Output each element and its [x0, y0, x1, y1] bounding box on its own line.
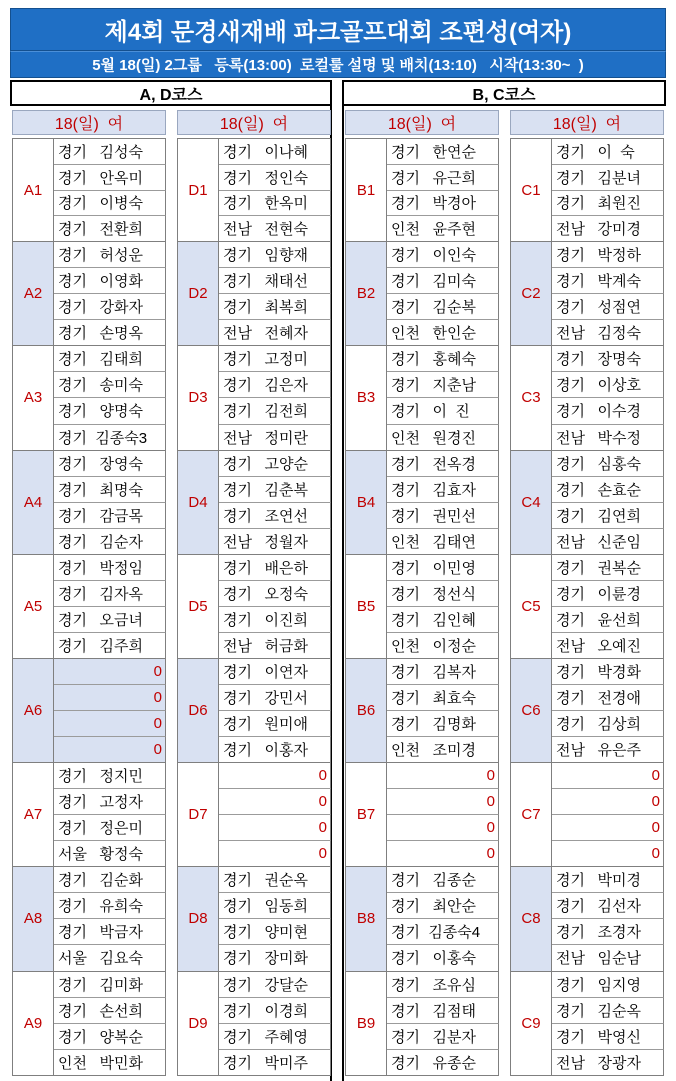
- player-cell[interactable]: 경기 박경화: [552, 659, 664, 685]
- group-block: [510, 867, 664, 971]
- player-cell[interactable]: 경기 장영숙: [54, 451, 166, 477]
- player-cell[interactable]: 경기 박계숙: [552, 268, 664, 294]
- group-column: [12, 110, 166, 1076]
- group-label: C8: [511, 867, 552, 970]
- player-cell[interactable]: 경기 이경희: [219, 998, 331, 1024]
- group-block: [12, 138, 166, 242]
- player-cell[interactable]: 경기 강달순: [219, 972, 331, 998]
- group-block: [12, 763, 166, 867]
- player-cell[interactable]: 경기 이민영: [387, 555, 499, 581]
- course-divider-right: [342, 80, 344, 1081]
- player-cell[interactable]: 전남 정월자: [219, 529, 331, 554]
- player-cell[interactable]: 경기 유희숙: [54, 893, 166, 919]
- player-cell[interactable]: 경기 최원진: [552, 191, 664, 217]
- schedule-subtitle: 5월 18(일) 2그룹 등록(13:00) 로컬룰 설명 및 배치(13:10) 시작(13:30~ ): [10, 51, 666, 78]
- player-cell[interactable]: 경기 이진희: [219, 607, 331, 633]
- player-cell[interactable]: 0: [387, 815, 499, 841]
- player-cell[interactable]: 경기 원미애: [219, 711, 331, 737]
- group-block: [177, 972, 331, 1076]
- group-block: [345, 346, 499, 450]
- group-block: [510, 346, 664, 450]
- player-cell[interactable]: 경기 김명화: [387, 711, 499, 737]
- group-block: [177, 138, 331, 242]
- player-cell[interactable]: 경기 지춘남: [387, 372, 499, 398]
- player-cell[interactable]: 경기 김효자: [387, 477, 499, 503]
- player-cell[interactable]: 경기 임지영: [552, 972, 664, 998]
- player-cell[interactable]: 경기 주혜영: [219, 1024, 331, 1050]
- player-cell[interactable]: 경기 김인혜: [387, 607, 499, 633]
- player-cell[interactable]: 경기 홍혜숙: [387, 346, 499, 372]
- group-label: D4: [178, 451, 219, 554]
- player-cell[interactable]: 경기 강민서: [219, 685, 331, 711]
- group-label: A7: [13, 763, 54, 866]
- group-block: [510, 451, 664, 555]
- group-label: A3: [13, 346, 54, 449]
- player-cell[interactable]: 경기 이 숙: [552, 139, 664, 165]
- player-cell[interactable]: 경기 전경애: [552, 685, 664, 711]
- group-label: B9: [346, 972, 387, 1075]
- player-cell[interactable]: 0: [387, 789, 499, 815]
- group-column: [510, 110, 664, 1076]
- group-block: [510, 659, 664, 763]
- player-cell[interactable]: 경기 정인숙: [219, 165, 331, 191]
- group-label: D3: [178, 346, 219, 449]
- group-label: B7: [346, 763, 387, 866]
- group-label: D5: [178, 555, 219, 658]
- player-cell[interactable]: 0: [387, 841, 499, 866]
- player-cell[interactable]: 전남 오예진: [552, 633, 664, 658]
- group-block: [345, 972, 499, 1076]
- group-label: A5: [13, 555, 54, 658]
- player-cell[interactable]: 0: [552, 841, 664, 866]
- player-cell[interactable]: 경기 양복순: [54, 1024, 166, 1050]
- day-header: 18(일) 여: [345, 110, 499, 135]
- group-label: D8: [178, 867, 219, 970]
- group-label: B4: [346, 451, 387, 554]
- group-block: [12, 555, 166, 659]
- player-cell[interactable]: 경기 이인숙: [387, 242, 499, 268]
- player-cell[interactable]: 경기 성점연: [552, 294, 664, 320]
- player-cell[interactable]: 경기 한연순: [387, 139, 499, 165]
- group-label: B8: [346, 867, 387, 970]
- group-block: [12, 972, 166, 1076]
- player-cell[interactable]: 경기 이나혜: [219, 139, 331, 165]
- player-cell[interactable]: 경기 고양순: [219, 451, 331, 477]
- group-block: [177, 659, 331, 763]
- player-cell[interactable]: 전남 전현숙: [219, 216, 331, 241]
- player-cell[interactable]: 전남 강미경: [552, 216, 664, 241]
- player-cell[interactable]: 0: [552, 815, 664, 841]
- group-block: [345, 242, 499, 346]
- player-cell[interactable]: 경기 조연선: [219, 503, 331, 529]
- player-cell[interactable]: 경기 이륜경: [552, 581, 664, 607]
- page-title: 제4회 문경새재배 파크골프대회 조편성(여자): [10, 8, 666, 51]
- player-cell[interactable]: 전남 전혜자: [219, 320, 331, 345]
- player-cell[interactable]: 경기 김순복: [387, 294, 499, 320]
- group-label: C1: [511, 139, 552, 241]
- group-label: B2: [346, 242, 387, 345]
- group-block: [177, 451, 331, 555]
- player-cell[interactable]: 경기 채태선: [219, 268, 331, 294]
- player-cell[interactable]: 경기 김분자: [387, 1024, 499, 1050]
- player-cell[interactable]: 경기 김순화: [54, 867, 166, 893]
- player-cell[interactable]: 전남 임순남: [552, 945, 664, 970]
- group-label: B6: [346, 659, 387, 762]
- player-cell[interactable]: 0: [552, 763, 664, 789]
- group-block: [345, 451, 499, 555]
- group-block: [177, 242, 331, 346]
- player-cell[interactable]: 경기 김은자: [219, 372, 331, 398]
- player-cell[interactable]: 경기 김전희: [219, 398, 331, 424]
- player-cell[interactable]: 0: [54, 685, 166, 711]
- player-cell[interactable]: 경기 정은미: [54, 815, 166, 841]
- group-label: B5: [346, 555, 387, 658]
- player-cell[interactable]: 경기 안옥미: [54, 165, 166, 191]
- player-cell[interactable]: 경기 전환희: [54, 216, 166, 241]
- group-block: [345, 138, 499, 242]
- group-label: A8: [13, 867, 54, 970]
- player-cell[interactable]: 경기 강화자: [54, 294, 166, 320]
- player-cell[interactable]: 0: [387, 763, 499, 789]
- player-cell[interactable]: 경기 최명숙: [54, 477, 166, 503]
- player-cell[interactable]: 경기 양미현: [219, 919, 331, 945]
- group-label: D9: [178, 972, 219, 1075]
- group-block: [12, 242, 166, 346]
- group-block: [345, 659, 499, 763]
- player-cell[interactable]: 경기 권순옥: [219, 867, 331, 893]
- player-cell[interactable]: 경기 허성운: [54, 242, 166, 268]
- player-cell[interactable]: 경기 장명숙: [552, 346, 664, 372]
- day-header: 18(일) 여: [510, 110, 664, 135]
- group-label: D6: [178, 659, 219, 762]
- group-block: [12, 346, 166, 450]
- player-cell[interactable]: 인천 원경진: [387, 425, 499, 450]
- player-cell[interactable]: 서울 황정숙: [54, 841, 166, 866]
- player-cell[interactable]: 경기 최안순: [387, 893, 499, 919]
- player-cell[interactable]: 경기 배은하: [219, 555, 331, 581]
- player-cell[interactable]: 경기 조유심: [387, 972, 499, 998]
- player-cell[interactable]: 경기 박미경: [552, 867, 664, 893]
- player-cell[interactable]: 경기 김분녀: [552, 165, 664, 191]
- player-cell[interactable]: 경기 손효순: [552, 477, 664, 503]
- player-cell[interactable]: 전남 정미란: [219, 425, 331, 450]
- group-block: [510, 972, 664, 1076]
- player-cell[interactable]: 경기 박미주: [219, 1050, 331, 1075]
- player-cell[interactable]: 경기 감금목: [54, 503, 166, 529]
- group-block: [177, 763, 331, 867]
- player-cell[interactable]: 경기 고정미: [219, 346, 331, 372]
- player-cell[interactable]: 0: [219, 815, 331, 841]
- group-label: D2: [178, 242, 219, 345]
- group-block: [345, 867, 499, 971]
- group-label: A1: [13, 139, 54, 241]
- player-cell[interactable]: 경기 이홍숙: [387, 945, 499, 970]
- player-cell[interactable]: 인천 이정순: [387, 633, 499, 658]
- player-cell[interactable]: 경기 김종숙4: [387, 919, 499, 945]
- group-block: [510, 763, 664, 867]
- group-label: C6: [511, 659, 552, 762]
- group-label: A6: [13, 659, 54, 762]
- player-cell[interactable]: 경기 고정자: [54, 789, 166, 815]
- player-cell[interactable]: 경기 김춘복: [219, 477, 331, 503]
- player-cell[interactable]: 경기 정지민: [54, 763, 166, 789]
- player-cell[interactable]: 경기 박정하: [552, 242, 664, 268]
- player-cell[interactable]: 전남 김정숙: [552, 320, 664, 345]
- group-label: A9: [13, 972, 54, 1075]
- group-block: [12, 451, 166, 555]
- group-label: A4: [13, 451, 54, 554]
- player-cell[interactable]: 0: [219, 841, 331, 866]
- player-cell[interactable]: 0: [54, 659, 166, 685]
- player-cell[interactable]: 인천 윤주현: [387, 216, 499, 241]
- player-cell[interactable]: 0: [54, 737, 166, 762]
- group-block: [12, 867, 166, 971]
- group-label: C2: [511, 242, 552, 345]
- player-cell[interactable]: 경기 손선희: [54, 998, 166, 1024]
- group-column: [177, 110, 331, 1076]
- group-block: [345, 763, 499, 867]
- player-cell[interactable]: 경기 오금녀: [54, 607, 166, 633]
- player-cell[interactable]: 경기 임향재: [219, 242, 331, 268]
- player-cell[interactable]: 경기 이상호: [552, 372, 664, 398]
- player-cell[interactable]: 인천 한인순: [387, 320, 499, 345]
- player-cell[interactable]: 경기 김선자: [552, 893, 664, 919]
- group-block: [510, 555, 664, 659]
- player-cell[interactable]: 경기 최효숙: [387, 685, 499, 711]
- player-cell[interactable]: 경기 김태희: [54, 346, 166, 372]
- group-label: D7: [178, 763, 219, 866]
- group-label: D1: [178, 139, 219, 241]
- player-cell[interactable]: 경기 김순옥: [552, 998, 664, 1024]
- group-label: C5: [511, 555, 552, 658]
- player-cell[interactable]: 인천 김태연: [387, 529, 499, 554]
- group-label: C9: [511, 972, 552, 1075]
- course-header-bc: B, C코스: [342, 80, 666, 106]
- player-cell[interactable]: 0: [219, 789, 331, 815]
- player-cell[interactable]: 경기 권민선: [387, 503, 499, 529]
- player-cell[interactable]: 경기 김복자: [387, 659, 499, 685]
- group-label: A2: [13, 242, 54, 345]
- player-cell[interactable]: 인천 조미경: [387, 737, 499, 762]
- player-cell[interactable]: 경기 김순자: [54, 529, 166, 554]
- group-block: [177, 867, 331, 971]
- player-cell[interactable]: 경기 유근희: [387, 165, 499, 191]
- player-cell[interactable]: 경기 김상희: [552, 711, 664, 737]
- player-cell[interactable]: 전남 박수정: [552, 425, 664, 450]
- group-label: B1: [346, 139, 387, 241]
- group-block: [12, 659, 166, 763]
- day-header: 18(일) 여: [177, 110, 331, 135]
- group-label: C3: [511, 346, 552, 449]
- player-cell[interactable]: 경기 박경아: [387, 191, 499, 217]
- player-cell[interactable]: 경기 김미화: [54, 972, 166, 998]
- player-cell[interactable]: 전남 허금화: [219, 633, 331, 658]
- player-cell[interactable]: 경기 김미숙: [387, 268, 499, 294]
- player-cell[interactable]: 경기 이수경: [552, 398, 664, 424]
- player-cell[interactable]: 경기 한옥미: [219, 191, 331, 217]
- player-cell[interactable]: 경기 송미숙: [54, 372, 166, 398]
- player-cell[interactable]: 경기 김주희: [54, 633, 166, 658]
- group-block: [510, 138, 664, 242]
- player-cell[interactable]: 경기 이 진: [387, 398, 499, 424]
- player-cell[interactable]: 경기 이홍자: [219, 737, 331, 762]
- group-block: [177, 346, 331, 450]
- player-cell[interactable]: 경기 장미화: [219, 945, 331, 970]
- player-cell[interactable]: 경기 윤선희: [552, 607, 664, 633]
- player-cell[interactable]: 경기 정선식: [387, 581, 499, 607]
- player-cell[interactable]: 경기 김자옥: [54, 581, 166, 607]
- group-block: [510, 242, 664, 346]
- player-cell[interactable]: 경기 양명숙: [54, 398, 166, 424]
- player-cell[interactable]: 경기 김종순: [387, 867, 499, 893]
- player-cell[interactable]: 경기 임동희: [219, 893, 331, 919]
- player-cell[interactable]: 0: [552, 789, 664, 815]
- player-cell[interactable]: 경기 오정숙: [219, 581, 331, 607]
- player-cell[interactable]: 경기 박영신: [552, 1024, 664, 1050]
- player-cell[interactable]: 전남 유은주: [552, 737, 664, 762]
- group-label: C4: [511, 451, 552, 554]
- player-cell[interactable]: 경기 손명옥: [54, 320, 166, 345]
- player-cell[interactable]: 0: [219, 763, 331, 789]
- player-cell[interactable]: 경기 김종숙3: [54, 425, 166, 450]
- group-column: [345, 110, 499, 1076]
- player-cell[interactable]: 경기 최복희: [219, 294, 331, 320]
- group-block: [177, 555, 331, 659]
- player-cell[interactable]: 전남 신준임: [552, 529, 664, 554]
- group-label: B3: [346, 346, 387, 449]
- group-block: [345, 555, 499, 659]
- day-header: 18(일) 여: [12, 110, 166, 135]
- course-header-ad: A, D코스: [10, 80, 332, 106]
- player-cell[interactable]: 서울 김요숙: [54, 945, 166, 970]
- player-cell[interactable]: 경기 박정임: [54, 555, 166, 581]
- player-cell[interactable]: 경기 이연자: [219, 659, 331, 685]
- player-cell[interactable]: 경기 심홍숙: [552, 451, 664, 477]
- player-cell[interactable]: 0: [54, 711, 166, 737]
- player-cell[interactable]: 경기 김연희: [552, 503, 664, 529]
- player-cell[interactable]: 경기 김점태: [387, 998, 499, 1024]
- group-label: C7: [511, 763, 552, 866]
- player-cell[interactable]: 인천 박민화: [54, 1050, 166, 1075]
- player-cell[interactable]: 경기 이병숙: [54, 191, 166, 217]
- player-cell[interactable]: 경기 이영화: [54, 268, 166, 294]
- player-cell[interactable]: 경기 권복순: [552, 555, 664, 581]
- player-cell[interactable]: 경기 전옥경: [387, 451, 499, 477]
- player-cell[interactable]: 전남 장광자: [552, 1050, 664, 1075]
- player-cell[interactable]: 경기 박금자: [54, 919, 166, 945]
- player-cell[interactable]: 경기 유종순: [387, 1050, 499, 1075]
- player-cell[interactable]: 경기 조경자: [552, 919, 664, 945]
- player-cell[interactable]: 경기 김성숙: [54, 139, 166, 165]
